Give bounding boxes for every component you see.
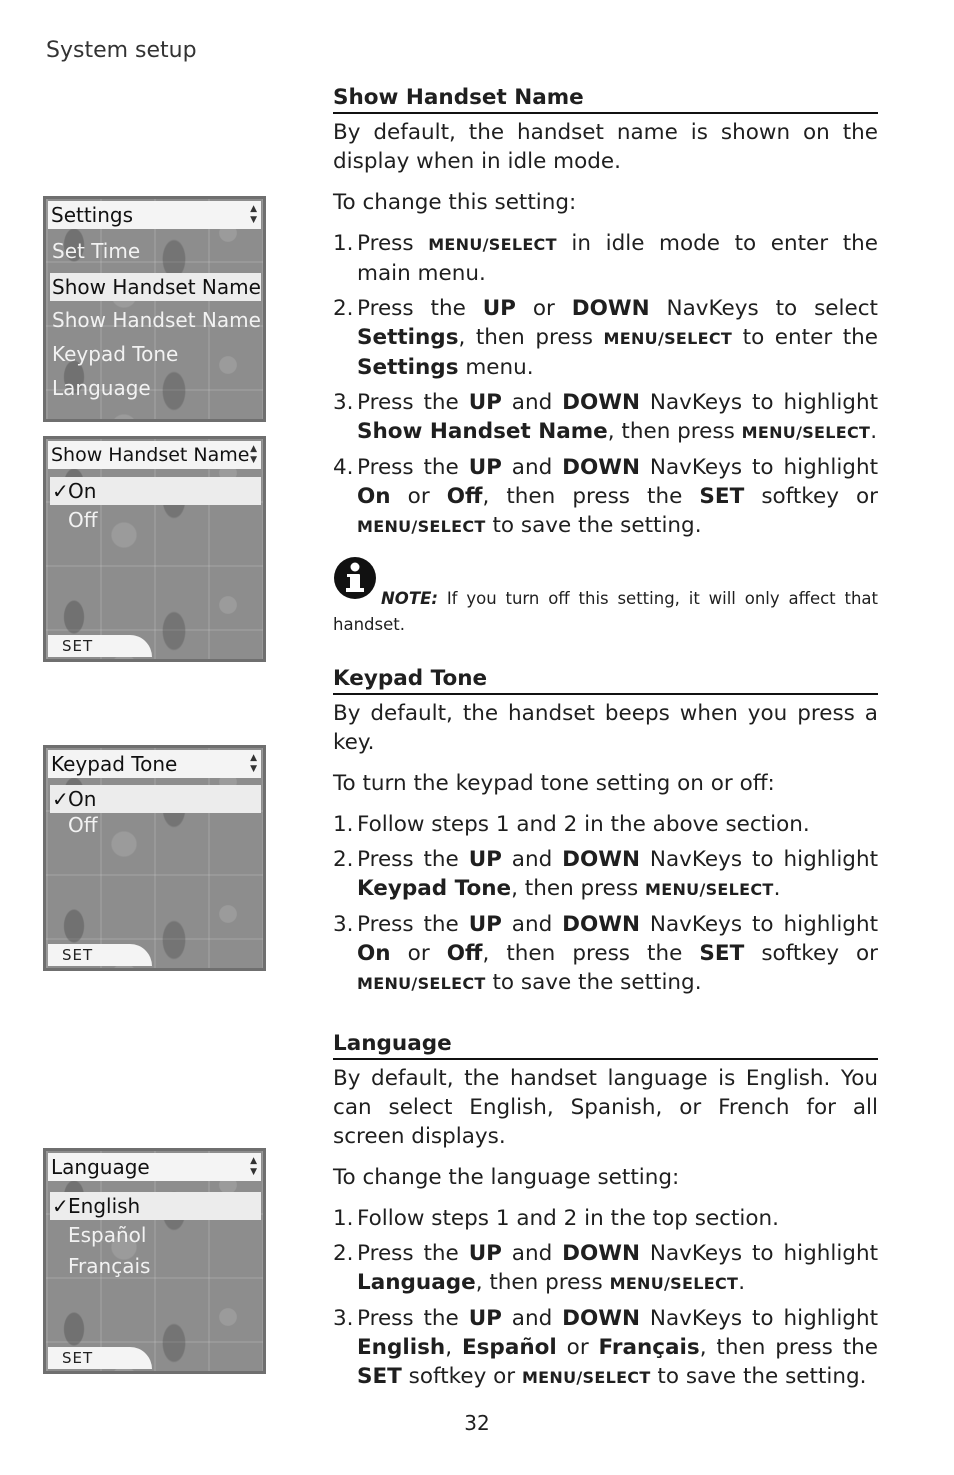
menu-item-keypad-tone: Keypad Tone xyxy=(52,342,179,366)
section-lead: To change the language setting: xyxy=(333,1165,680,1190)
steps-list xyxy=(333,229,878,541)
scroll-arrows-icon: ▲ ▼ xyxy=(250,753,257,774)
checkmark-icon: ✓ xyxy=(52,787,69,811)
softkey-set: SET xyxy=(48,944,152,966)
screen-title: Language ▲ ▼ xyxy=(48,1153,261,1181)
section-heading: Keypad Tone xyxy=(333,665,878,695)
step: 3. Press the UP and DOWN NavKeys to highlight English, Español or Français, then press the SET softkey or MENU/SELECT to save the setting. xyxy=(333,1306,878,1389)
step: 1. Press MENU/SELECT in idle mode to enter the main menu. xyxy=(333,231,878,286)
softkey-set: SET xyxy=(48,1347,152,1369)
note-label: NOTE: xyxy=(381,589,438,608)
step: 3. Press the UP and DOWN NavKeys to highlight Show Handset Name, then press MENU/SELECT. xyxy=(333,390,878,444)
menu-item-show-handset-name: Show Handset Name xyxy=(52,308,261,332)
section-keypad-tone xyxy=(333,665,878,1004)
section-language xyxy=(333,1030,878,1398)
section-lead: To change this setting: xyxy=(333,190,577,215)
note-callout xyxy=(333,556,878,638)
menu-item-show-handset-name-highlighted: Show Handset Name xyxy=(52,275,261,299)
screen-title: Show Handset Name ▲ ▼ xyxy=(48,441,261,469)
screen-language xyxy=(43,1148,266,1374)
section-lead: To turn the keypad tone setting on or off: xyxy=(333,771,775,796)
option-off: Off xyxy=(68,813,98,837)
option-english-selected: ✓English xyxy=(50,1192,261,1220)
option-espanol: Español xyxy=(68,1223,147,1247)
scroll-arrows-icon: ▲ ▼ xyxy=(250,1156,257,1177)
running-header: System setup xyxy=(46,38,197,63)
step: 4. Press the UP and DOWN NavKeys to highlight On or Off, then press the SET softkey or MENU/SELECT to save the setting. xyxy=(333,455,878,538)
screen-title: Settings ▲ ▼ xyxy=(48,201,261,229)
steps-list xyxy=(333,810,878,998)
section-heading: Show Handset Name xyxy=(333,84,878,114)
step: 2. Press the UP and DOWN NavKeys to highlight Language, then press MENU/SELECT. xyxy=(333,1241,878,1295)
option-on-selected: ✓On xyxy=(50,477,261,505)
softkey-set: SET xyxy=(48,635,152,657)
option-francais: Français xyxy=(68,1254,151,1278)
section-show-handset-name xyxy=(333,84,878,547)
note-text: NOTE: If you turn off this setting, it will only affect that handset. xyxy=(333,589,878,634)
scroll-arrows-icon: ▲ ▼ xyxy=(250,444,257,465)
section-intro: By default, the handset name is shown on the display when in idle mode. xyxy=(333,120,878,174)
checkmark-icon: ✓ xyxy=(52,1194,69,1218)
section-intro: By default, the handset language is English. You can select English, Spanish, or French for all screen displays. xyxy=(333,1066,878,1149)
step: 1. Follow steps 1 and 2 in the above section. xyxy=(333,812,810,837)
step: 1. Follow steps 1 and 2 in the top section. xyxy=(333,1206,780,1231)
option-on-selected: ✓On xyxy=(50,785,261,813)
info-icon xyxy=(333,556,377,600)
step: 2. Press the UP and DOWN NavKeys to highlight Keypad Tone, then press MENU/SELECT. xyxy=(333,847,878,901)
option-off: Off xyxy=(68,508,98,532)
step: 2. Press the UP or DOWN NavKeys to select Settings, then press MENU/SELECT to enter the Settings menu. xyxy=(333,296,878,380)
menu-item-language: Language xyxy=(52,376,151,400)
checkmark-icon: ✓ xyxy=(52,479,69,503)
steps-list xyxy=(333,1204,878,1392)
page-number: 32 xyxy=(464,1411,490,1435)
scroll-arrows-icon: ▲ ▼ xyxy=(250,204,257,225)
screen-settings-menu xyxy=(43,196,266,422)
section-intro: By default, the handset beeps when you press a key. xyxy=(333,701,878,755)
screen-show-handset-name xyxy=(43,436,266,662)
step: 3. Press the UP and DOWN NavKeys to highlight On or Off, then press the SET softkey or MENU/SELECT to save the setting. xyxy=(333,912,878,995)
section-heading: Language xyxy=(333,1030,878,1060)
screen-keypad-tone xyxy=(43,745,266,971)
screen-title: Keypad Tone ▲ ▼ xyxy=(48,750,261,778)
menu-item-set-time: Set Time xyxy=(52,239,141,263)
